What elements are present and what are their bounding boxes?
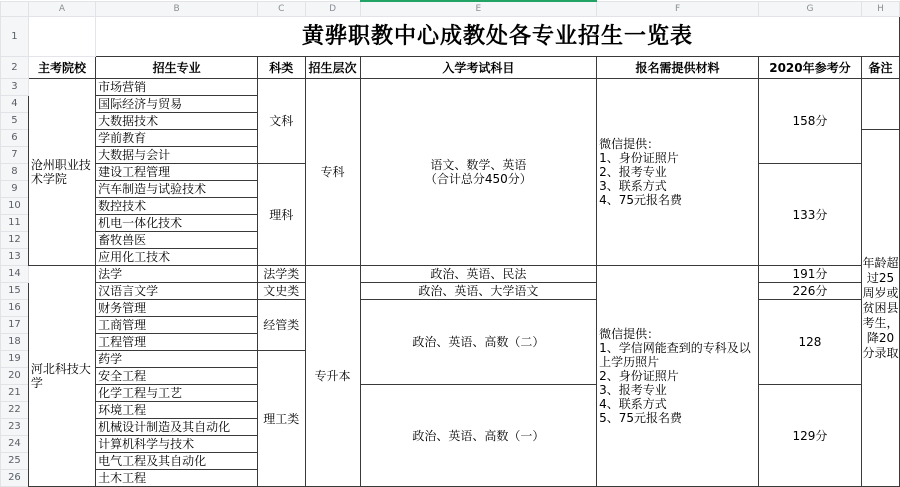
major-cell[interactable]: 计算机科学与技术 [96,436,258,453]
score-math2[interactable]: 128 [758,300,861,385]
header-level[interactable]: 招生层次 [305,57,360,79]
materials-line: 微信提供： [599,327,660,341]
major-cell[interactable]: 电气工程及其自动化 [96,453,258,470]
major-cell[interactable]: 安全工程 [96,368,258,385]
major-cell[interactable]: 财务管理 [96,300,258,317]
row-header[interactable]: 2 [1,57,29,79]
category-literature[interactable]: 文史类 [258,283,305,300]
column-header-f[interactable]: F [597,1,759,17]
major-cell[interactable]: 工商管理 [96,317,258,334]
row-header[interactable]: 17 [1,317,29,334]
row-header[interactable]: 12 [1,232,29,249]
row-header[interactable]: 3 [1,79,29,96]
header-materials[interactable]: 报名需提供材料 [597,57,759,79]
score-wenke[interactable]: 158分 [758,79,861,164]
category-engineering[interactable]: 理工类 [258,351,305,487]
major-cell[interactable]: 市场营销 [96,79,258,96]
materials-line: 2、身份证照片 [599,369,679,383]
remark-empty[interactable] [861,79,899,130]
subjects-math1[interactable]: 政治、英语、高数（一） [360,385,596,487]
header-school[interactable]: 主考院校 [28,57,95,79]
major-cell[interactable]: 大数据与会计 [96,147,258,164]
major-cell[interactable]: 建设工程管理 [96,164,258,181]
column-header-c[interactable]: C [258,1,305,17]
sheet-title[interactable]: 黄骅职教中心成教处各专业招生一览表 [96,17,900,57]
row-header[interactable]: 26 [1,470,29,487]
row-header[interactable]: 19 [1,351,29,368]
level-hebei[interactable]: 专升本 [305,266,360,487]
major-cell[interactable]: 化学工程与工艺 [96,385,258,402]
major-cell[interactable]: 应用化工技术 [96,249,258,266]
row-header[interactable]: 25 [1,453,29,470]
row-header[interactable]: 11 [1,215,29,232]
subjects-cangzhou[interactable] [360,79,596,266]
materials-line: 5、75元报名费 [599,411,682,425]
materials-line: 1、身份证照片 [599,151,679,165]
major-cell[interactable]: 汽车制造与试验技术 [96,181,258,198]
row-header[interactable]: 10 [1,198,29,215]
header-remark[interactable]: 备注 [861,57,899,79]
column-header-e[interactable]: E [360,1,596,17]
materials-line: 3、报考专业 [599,383,667,397]
score-like[interactable]: 133分 [758,164,861,266]
major-cell[interactable]: 药学 [96,351,258,368]
remark-cell[interactable]: 年龄超过25周岁或贫困县考生，降20分录取 [861,130,899,487]
header-category[interactable]: 科类 [258,57,305,79]
row-header[interactable]: 13 [1,249,29,266]
materials-line: 微信提供： [599,137,660,151]
row-header[interactable]: 21 [1,385,29,402]
header-major[interactable]: 招生专业 [96,57,258,79]
major-cell[interactable]: 畜牧兽医 [96,232,258,249]
row-header[interactable]: 1 [1,17,29,57]
row-header[interactable]: 18 [1,334,29,351]
materials-line: 1、学信网能查到的专科及以 [599,341,751,355]
major-cell[interactable]: 土木工程 [96,470,258,487]
materials-line: 2、报考专业 [599,165,667,179]
level-cangzhou[interactable]: 专科 [305,79,360,266]
major-cell[interactable]: 国际经济与贸易 [96,96,258,113]
row-header[interactable]: 16 [1,300,29,317]
score-math1[interactable]: 129分 [758,385,861,487]
row-header[interactable]: 20 [1,368,29,385]
major-cell[interactable]: 大数据技术 [96,113,258,130]
major-cell[interactable]: 法学 [96,266,258,283]
school-cangzhou[interactable]: 沧州职业技术学院 [28,79,95,266]
major-cell[interactable]: 汉语言文学 [96,283,258,300]
major-cell[interactable]: 机电一体化技术 [96,215,258,232]
materials-line: 4、75元报名费 [599,193,682,207]
row-header[interactable]: 24 [1,436,29,453]
materials-hebei[interactable] [597,266,759,487]
subjects-law[interactable]: 政治、英语、民法 [360,266,596,283]
row-header[interactable]: 8 [1,164,29,181]
school-hebei[interactable]: 河北科技大学 [28,266,95,487]
major-cell[interactable]: 环境工程 [96,402,258,419]
subjects-cangzhou-line2: （合计总分450分） [424,172,532,186]
row-header[interactable]: 6 [1,130,29,147]
category-wenke[interactable]: 文科 [258,79,305,164]
column-header-g[interactable]: G [758,1,861,17]
column-header-h[interactable]: H [861,1,899,17]
category-like[interactable]: 理科 [258,164,305,266]
header-score[interactable]: 2020年参考分 [758,57,861,79]
subjects-math2[interactable]: 政治、英语、高数（二） [360,300,596,385]
category-law[interactable]: 法学类 [258,266,305,283]
row-header[interactable]: 5 [1,113,29,130]
subjects-cangzhou-line1: 语文、数学、英语 [430,158,527,172]
row-header[interactable]: 15 [1,283,29,300]
major-cell[interactable]: 学前教育 [96,130,258,147]
header-subjects[interactable]: 入学考试科目 [360,57,596,79]
select-all-corner[interactable] [1,1,29,17]
materials-line: 4、联系方式 [599,397,667,411]
row-header[interactable]: 14 [1,266,29,283]
row-header[interactable]: 22 [1,402,29,419]
row-header[interactable]: 9 [1,181,29,198]
score-literature[interactable]: 226分 [758,283,861,300]
column-header-b[interactable]: B [96,1,258,17]
column-header-a[interactable]: A [28,1,95,17]
row-header[interactable]: 7 [1,147,29,164]
column-header-d[interactable]: D [305,1,360,17]
score-law[interactable]: 191分 [758,266,861,283]
subjects-literature[interactable]: 政治、英语、大学语文 [360,283,596,300]
row-header[interactable]: 23 [1,419,29,436]
materials-line: 上学历照片 [599,355,660,369]
materials-line: 3、联系方式 [599,179,667,193]
row-header[interactable]: 4 [1,96,29,113]
category-management[interactable]: 经管类 [258,300,305,351]
cell-a1[interactable] [28,17,95,57]
major-cell[interactable]: 机械设计制造及其自动化 [96,419,258,436]
major-cell[interactable]: 数控技术 [96,198,258,215]
major-cell[interactable]: 工程管理 [96,334,258,351]
materials-cangzhou[interactable] [597,79,759,266]
